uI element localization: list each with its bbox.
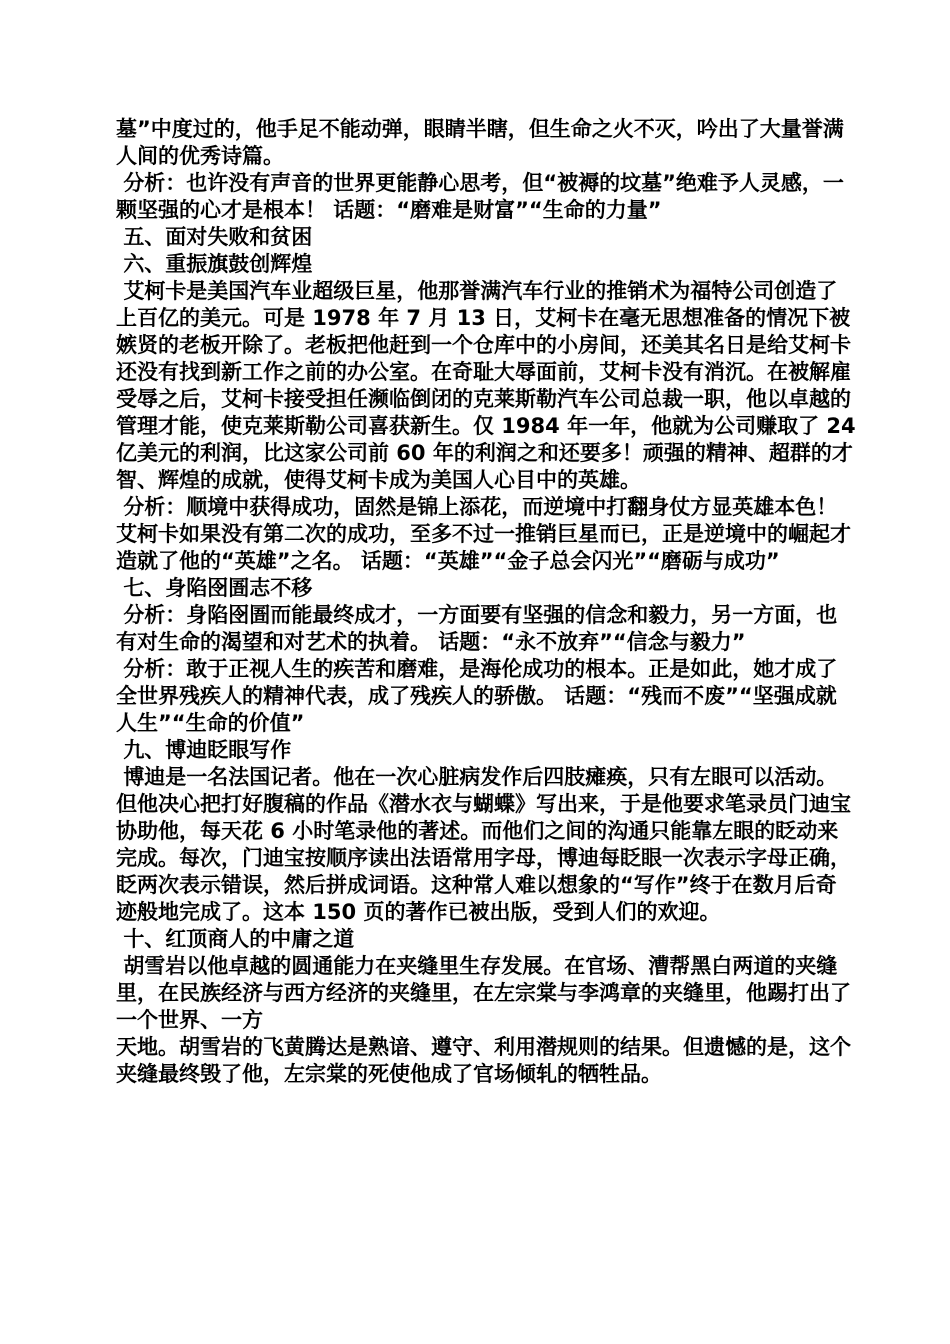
paragraph-3: 艾柯卡是美国汽车业超级巨星，他那誉满汽车行业的推销术为福特公司创造了上百亿的美元。可是 1978 年 7 月 13 日，艾柯卡在毫无思想准备的情况下被嫉贤的老板开除了。老板把他赶到一个仓库中的小房间，还美其名日是给艾柯卡还没有找到新工作之前的办公室。在奇耻大辱面前，艾柯卡没有消沉。在被解雇受辱之后，艾柯卡接受担任濒临倒闭的克莱斯勒汽车公司总裁一职，他以卓越的管理才能，使克莱斯勒公司喜获新生。仅 1984 年一年，他就为公司赚取了 24 亿美元的利润，比这家公司前 60 年的利润之和还要多！顽强的精神、超群的才智、辉煌的成就，使得艾柯卡成为美国人心目中的英雄。 (116, 279, 863, 492)
section-heading-6: 六、重振旗鼓创辉煌 (116, 252, 313, 276)
paragraph-2: 分析：也许没有声音的世界更能静心思考，但“被褥的坟墓”绝难予人灵感，一颗坚强的心才是根本！ 话题：“磨难是财富”“生命的力量” (116, 171, 844, 222)
paragraph-7: 博迪是一名法国记者。他在一次心脏病发作后四肢瘫痪，只有左眼可以活动。但他决心把打好腹稿的作品《潜水衣与蝴蝶》写出来，于是他要求笔录员门迪宝协助他，每天花 6 小时笔录他的著述。而他们之间的沟通只能靠左眼的眨动来完成。每次，门迪宝按顺序读出法语常用字母，博迪每眨眼一次表示字母正确，眨两次表示错误，然后拼成词语。这种常人难以想象的“写作”终于在数月后奇迹般地完成了。这本 150 页的著作已被出版，受到人们的欢迎。 (116, 765, 851, 924)
paragraph-4: 分析：顺境中获得成功，固然是锦上添花，而逆境中打翻身仗方显英雄本色！艾柯卡如果没有第二次的成功，至多不过一推销巨星而已，正是逆境中的崛起才造就了他的“英雄”之名。 话题：“英雄”“金子总会闪光”“磨砺与成功” (116, 495, 851, 573)
paragraph-9: 天地。胡雪岩的飞黄腾达是熟谙、遵守、利用潜规则的结果。但遗憾的是，这个夹缝最终毁了他，左宗棠的死使他成了官场倾轧的牺牲品。 (116, 1035, 851, 1086)
paragraph-8: 胡雪岩以他卓越的圆通能力在夹缝里生存发展。在官场、漕帮黑白两道的夹缝里，在民族经济与西方经济的夹缝里，在左宗棠与李鸿章的夹缝里，他踢打出了一个世界、一方 (116, 954, 851, 1032)
paragraph-6: 分析：敢于正视人生的疾苦和磨难，是海伦成功的根本。正是如此，她才成了全世界残疾人的精神代表，成了残疾人的骄傲。 话题：“残而不废”“坚强成就人生”“生命的价值” (116, 657, 838, 735)
paragraph-5: 分析：身陷囹圄而能最终成才，一方面要有坚强的信念和毅力，另一方面，也有对生命的渴望和对艺术的执着。 话题：“永不放弃”“信念与毅力” (116, 603, 838, 654)
section-heading-10: 十、红顶商人的中庸之道 (116, 927, 355, 951)
document-body (116, 116, 863, 1088)
section-heading-9: 九、博迪眨眼写作 (116, 738, 292, 762)
section-heading-5: 五、面对失败和贫困 (116, 225, 313, 249)
paragraph-1: 墓”中度过的，他手足不能动弹，眼睛半瞎，但生命之火不灭，吟出了大量誉满人间的优秀诗篇。 (116, 117, 844, 168)
section-heading-7: 七、身陷囹圄志不移 (116, 576, 313, 600)
